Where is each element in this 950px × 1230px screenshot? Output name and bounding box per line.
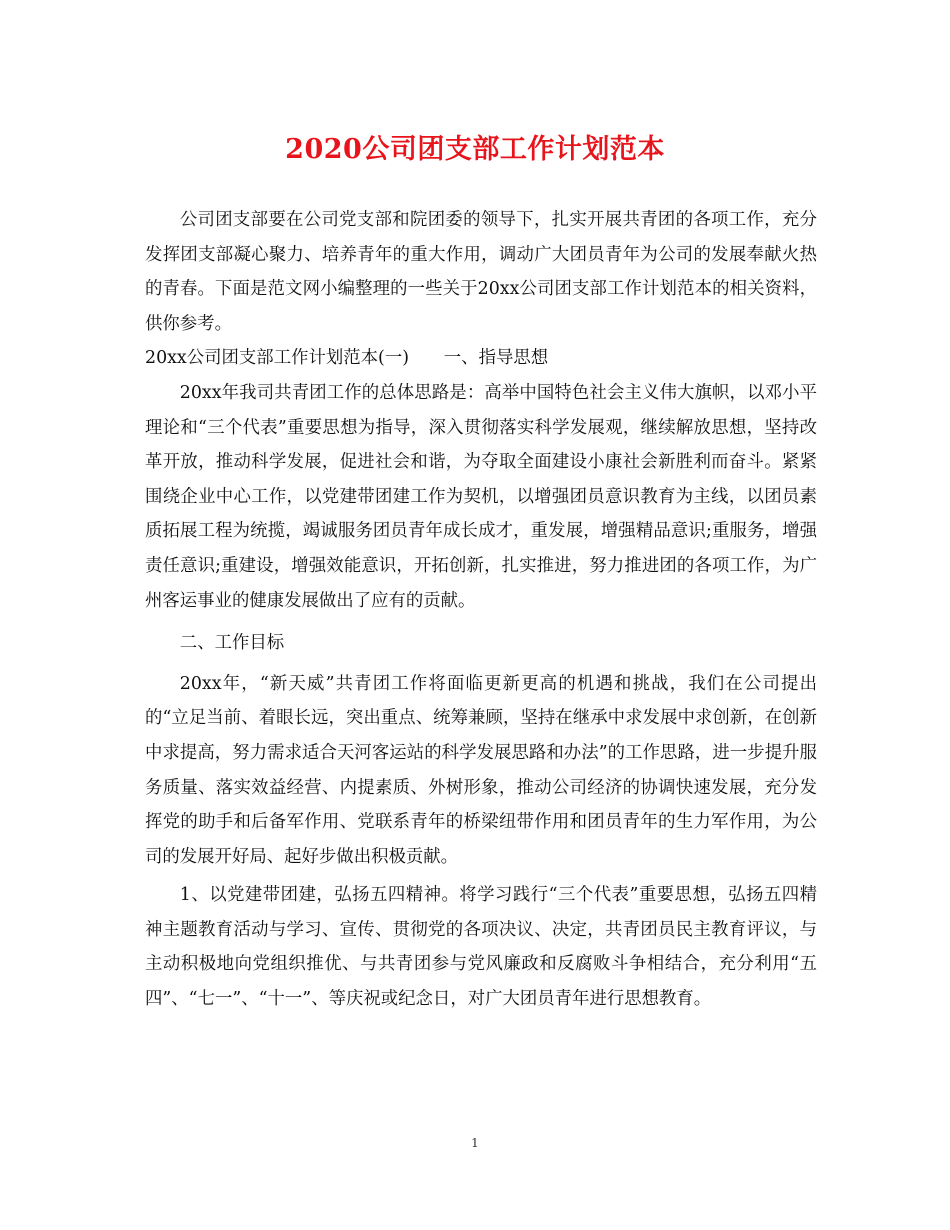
- intro-paragraph: 公司团支部要在公司党支部和院团委的领导下，扎实开展共青团的各项工作，充分发挥团支部凝心聚力、培养青年的重大作用，调动广大团员青年为公司的发展奉献火热的青春。下面是范文网小编整理的一些关于20xx公司团支部工作计划范本的相关资料，供你参考。: [145, 210, 817, 334]
- guiding-ideology-paragraph: 20xx年我司共青团工作的总体思路是：高举中国特色社会主义伟大旗帜，以邓小平理论和“三个代表”重要思想为指导，深入贯彻落实科学发展观，继续解放思想，坚持改革开放，推动科学发展，促进社会和谐，为夺取全面建设小康社会新胜利而奋斗。紧紧围绕企业中心工作，以党建带团建工作为契机，以增强团员意识教育为主线，以团员素质拓展工程为统揽，竭诚服务团员青年成长成才，重发展，增强精品意识;重服务，增强责任意识;重建设，增强效能意识，开拓创新，扎实推进，努力推进团的各项工作，为广州客运事业的健康发展做出了应有的贡献。: [145, 382, 817, 611]
- document-title: 2020公司团支部工作计划范本: [285, 134, 665, 165]
- page-number: 1: [471, 1136, 479, 1150]
- section-heading-guiding-ideology: 20xx公司团支部工作计划范本(一) 一、指导思想: [145, 348, 549, 369]
- work-goals-paragraph: 20xx年，“新天威”共青团工作将面临更新更高的机遇和挑战，我们在公司提出的“立足当前、着眼长远，突出重点、统筹兼顾，坚持在继承中求发展中求创新，在创新中求提高，努力需求适合天河客运站的科学发展思路和办法”的工作思路，进一步提升服务质量、落实效益经营、内提素质、外树形象，推动公司经济的协调快速发展，充分发挥党的助手和后备军作用、党联系青年的桥梁纽带作用和团员青年的生力军作用，为公司的发展开好局、起好步做出积极贡献。: [145, 673, 817, 867]
- item-1-paragraph: 1、以党建带团建，弘扬五四精神。将学习践行“三个代表”重要思想，弘扬五四精神主题教育活动与学习、宣传、贯彻党的各项决议、决定，共青团员民主教育评议，与主动积极地向党组织推优、与共青团参与党风廉政和反腐败斗争相结合，充分利用“五四”、“七一”、“十一”、等庆祝或纪念日，对广大团员青年进行思想教育。: [145, 885, 817, 1010]
- document-body: [145, 203, 817, 1017]
- section-heading-work-goals: 二、工作目标: [179, 633, 285, 654]
